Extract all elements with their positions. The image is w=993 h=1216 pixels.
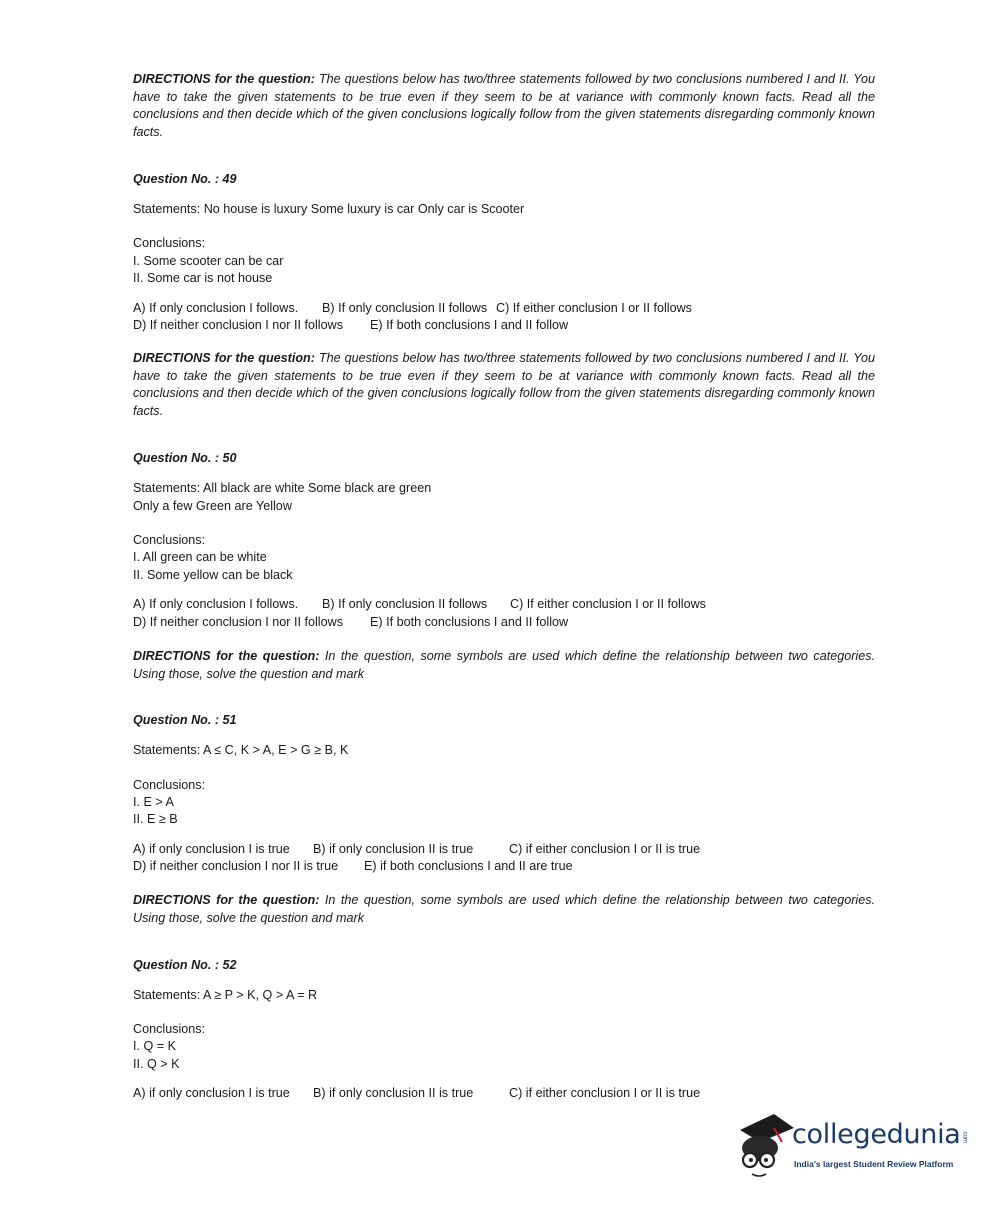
conclusions-label: Conclusions: (133, 1022, 206, 1036)
option-b: B) if only conclusion II is true (313, 1086, 474, 1100)
option-a: A) If only conclusion I follows. (133, 301, 299, 315)
option-c: C) If either conclusion I or II follows (510, 597, 706, 611)
options-row (133, 596, 875, 614)
directions-text: In the question, some symbols are used which define the relationship between two categories. Using those, solve the question and mark (133, 649, 876, 681)
options-row (133, 317, 875, 335)
option-b: B) If only conclusion II follows (322, 597, 488, 611)
conclusion-line: I. Q = K (133, 1039, 177, 1053)
option-a: A) If only conclusion I follows. (133, 597, 299, 611)
conclusion-line: I. All green can be white (133, 550, 267, 564)
conclusions-label: Conclusions: (133, 533, 206, 547)
option-d: D) If neither conclusion I nor II follows (133, 615, 343, 629)
directions-label: DIRECTIONS for the question: (133, 649, 320, 663)
option-b: B) If only conclusion II follows (322, 301, 488, 315)
option-a: A) if only conclusion I is true (133, 842, 290, 856)
graduation-cap-mascot-icon (734, 1108, 794, 1183)
option-e: E) If both conclusions I and II follow (370, 615, 569, 629)
option-c: C) If either conclusion I or II follows (496, 301, 692, 315)
directions-label: DIRECTIONS for the question: (133, 72, 315, 86)
option-a: A) if only conclusion I is true (133, 1086, 290, 1100)
directions-text: In the question, some symbols are used which define the relationship between two categories. Using those, solve the question and mark (133, 893, 876, 925)
statement-line: Only a few Green are Yellow (133, 499, 292, 513)
option-e: E) if both conclusions I and II are true (364, 859, 573, 873)
directions-label: DIRECTIONS for the question: (133, 893, 320, 907)
option-c: C) if either conclusion I or II is true (509, 1086, 701, 1100)
directions-paragraph (133, 648, 875, 683)
options-row (133, 841, 875, 859)
options-row (133, 614, 875, 632)
statement-line: Statements: All black are white Some black are green (133, 481, 432, 495)
conclusions-label: Conclusions: (133, 236, 206, 250)
conclusion-line: I. Some scooter can be car (133, 254, 284, 268)
directions-text: The questions below has two/three statements followed by two conclusions numbered I and II. You have to take the given statements to be true even if they seem to be at variance with commonly known facts. Read all the conclusions and then decide which of the given conclusions logically follow from the given statements disregarding commonly known facts. (133, 72, 875, 139)
conclusion-line: II. Some yellow can be black (133, 568, 293, 582)
question-title: Question No. : 52 (133, 958, 237, 972)
directions-paragraph (133, 892, 875, 927)
question-title: Question No. : 51 (133, 713, 237, 727)
directions-paragraph (133, 71, 875, 141)
options-row (133, 858, 875, 876)
options-row (133, 1085, 875, 1103)
option-b: B) if only conclusion II is true (313, 842, 474, 856)
directions-paragraph (133, 350, 875, 420)
logo-tagline: India's largest Student Review Platform (794, 1159, 954, 1169)
directions-label: DIRECTIONS for the question: (133, 351, 315, 365)
conclusion-line: I. E > A (133, 795, 174, 809)
option-d: D) if neither conclusion I nor II is true (133, 859, 339, 873)
question-title: Question No. : 49 (133, 172, 237, 186)
statement-line: Statements: A ≤ C, K > A, E > G ≥ B, K (133, 743, 349, 757)
option-d: D) If neither conclusion I nor II follows (133, 318, 343, 332)
collegedunia-logo[interactable] (734, 1108, 968, 1183)
conclusion-line: II. Q > K (133, 1057, 180, 1071)
conclusion-line: II. Some car is not house (133, 271, 273, 285)
option-e: E) If both conclusions I and II follow (370, 318, 569, 332)
conclusion-line: II. E ≥ B (133, 812, 178, 826)
directions-text: The questions below has two/three statements followed by two conclusions numbered I and II. You have to take the given statements to be true even if they seem to be at variance with commonly known facts. Read all the conclusions and then decide which of the given conclusions logically follow from the given statements disregarding commonly known facts. (133, 351, 875, 418)
statement-line: Statements: A ≥ P > K, Q > A = R (133, 988, 318, 1002)
logo-domain-suffix: .com (961, 1130, 968, 1144)
conclusions-label: Conclusions: (133, 778, 206, 792)
logo-wordmark: collegedunia (792, 1119, 961, 1150)
question-title: Question No. : 50 (133, 451, 237, 465)
option-c: C) if either conclusion I or II is true (509, 842, 701, 856)
statement-line: Statements: No house is luxury Some luxury is car Only car is Scooter (133, 202, 525, 216)
options-row (133, 300, 875, 318)
